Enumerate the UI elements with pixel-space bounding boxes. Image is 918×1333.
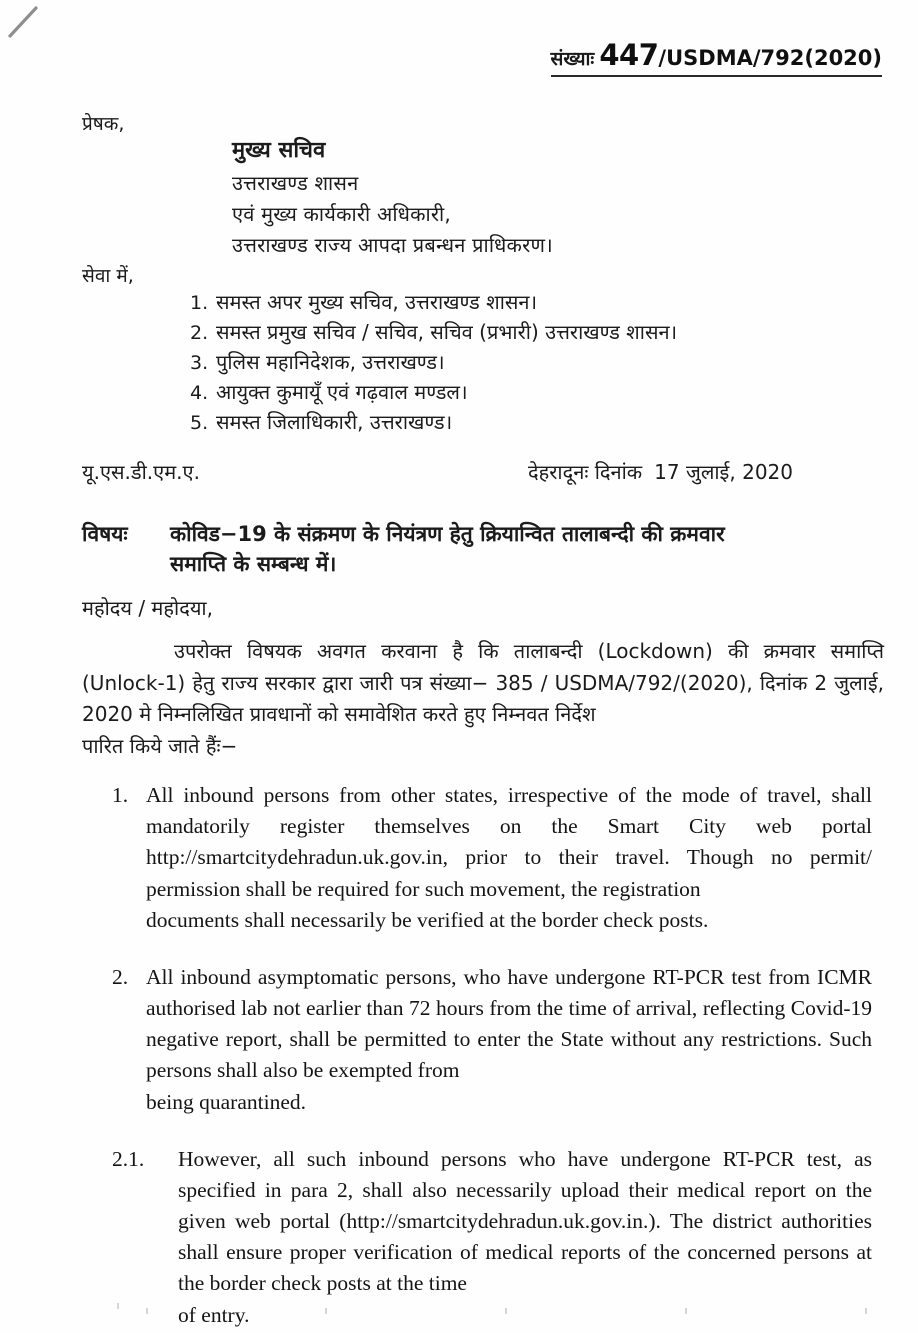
to-label: सेवा में, <box>82 265 134 287</box>
hindi-body-line-3: दिनांक 2 जुलाई, 2020 मे निम्नलिखित प्रावधानों को समावेशित करते हुए निम्नवत निर्देश <box>82 670 884 727</box>
clause-body <box>146 962 872 1118</box>
hindi-body-line-2: समाप्ति (Unlock-1) हेतु राज्य सरकार द्वारा जारी पत्र संख्या− 385 / USDMA/792/(2020), <box>82 639 884 695</box>
subject-label: विषयः <box>82 522 128 546</box>
hindi-body-line-4: पारित किये जाते हैंः− <box>82 733 238 758</box>
clause-text-tail: documents shall necessarily be verified at the border check posts. <box>146 907 709 932</box>
recipient-text: समस्त जिलाधिकारी, उत्तराखण्ड। <box>216 410 453 434</box>
hindi-body-paragraph <box>82 636 884 762</box>
clause-item <box>112 962 872 1118</box>
recipient-list <box>190 288 677 438</box>
sender-government: उत्तराखण्ड शासन <box>232 171 359 195</box>
sender-designation: मुख्य सचिव <box>232 138 326 163</box>
subject-text <box>170 520 882 580</box>
recipient-item <box>190 348 677 375</box>
pen-stroke-artifact <box>6 6 42 42</box>
recipient-index: 4. <box>190 382 209 404</box>
recipient-index: 1. <box>190 292 209 314</box>
clause-text-tail: being quarantined. <box>146 1089 307 1114</box>
document-number-label: संख्याः <box>550 48 595 70</box>
clause-marker: 2. <box>112 964 129 989</box>
recipient-index: 5. <box>190 412 209 434</box>
from-label: प्रेषक, <box>82 113 125 135</box>
clause-list <box>112 780 872 1333</box>
clause-body <box>146 780 872 936</box>
clause-body <box>178 1144 872 1331</box>
subject-block <box>82 520 882 580</box>
recipient-text: समस्त प्रमुख सचिव / सचिव, सचिव (प्रभारी) उत्तराखण्ड शासन। <box>216 320 678 344</box>
document-reference-number <box>551 40 882 77</box>
subject-line-1: कोविड−19 के संक्रमण के नियंत्रण हेतु क्रियान्वित तालाबन्दी की क्रमवार <box>170 522 725 546</box>
clause-text-tail: of entry. <box>178 1302 250 1327</box>
hindi-body-line-1: उपरोक्त विषयक अवगत करवाना है कि तालाबन्दी (Lockdown) की क्रमवार <box>174 639 816 663</box>
clause-text: All inbound persons from other states, irrespective of the mode of travel, shall mandatorily register themselves on the Smart City web portal http://smartcitydehradun.uk.gov.in, prior to their travel. Though no permit/ permission shall be required for such movement, the registration <box>146 783 872 901</box>
recipient-text: समस्त अपर मुख्य सचिव, उत्तराखण्ड शासन। <box>216 290 538 314</box>
recipient-item <box>190 408 677 435</box>
date-value: 17 जुलाई, 2020 <box>654 460 793 484</box>
salutation: महोदय / महोदया, <box>82 596 213 620</box>
office-code: यू.एस.डी.एम.ए. <box>82 460 200 484</box>
place-and-date <box>528 458 793 485</box>
clause-text: However, all such inbound persons who have undergone RT-PCR test, as specified in para 2, shall also necessarily upload their medical report on the given web portal (http://smartcitydehradun.uk.gov.in.). The district authorities shall ensure proper verification of medical reports of the concerned persons at the border check posts at the time <box>178 1146 872 1296</box>
subject-line-2: समाप्ति के सम्बन्ध में। <box>170 551 337 576</box>
sender-authority: उत्तराखण्ड राज्य आपदा प्रबन्धन प्राधिकरण। <box>232 233 553 257</box>
recipient-text: पुलिस महानिदेशक, उत्तराखण्ड। <box>216 350 445 374</box>
recipient-index: 2. <box>190 322 209 344</box>
sender-block <box>232 134 553 262</box>
recipient-text: आयुक्त कुमायूँ एवं गढ़वाल मण्डल। <box>216 380 468 404</box>
clause-item <box>112 780 872 936</box>
sender-role: एवं मुख्य कार्यकारी अधिकारी, <box>232 202 451 226</box>
clause-item <box>112 1144 872 1331</box>
clause-marker: 2.1. <box>112 1146 145 1171</box>
recipient-item <box>190 318 677 345</box>
recipient-item <box>190 288 677 315</box>
document-number-value: 447 <box>599 38 659 72</box>
place-label: देहरादूनः दिनांक <box>528 460 643 484</box>
document-number-suffix: /USDMA/792(2020) <box>658 46 882 70</box>
recipient-item <box>190 378 677 405</box>
clause-text: All inbound asymptomatic persons, who have undergone RT-PCR test from ICMR authorised lab not earlier than 72 hours from the time of arrival, reflecting Covid-19 negative report, shall be permitted to enter the State without any restrictions. Such persons shall also be exempted from <box>146 964 872 1083</box>
recipient-index: 3. <box>190 352 209 374</box>
clause-marker: 1. <box>112 783 129 807</box>
